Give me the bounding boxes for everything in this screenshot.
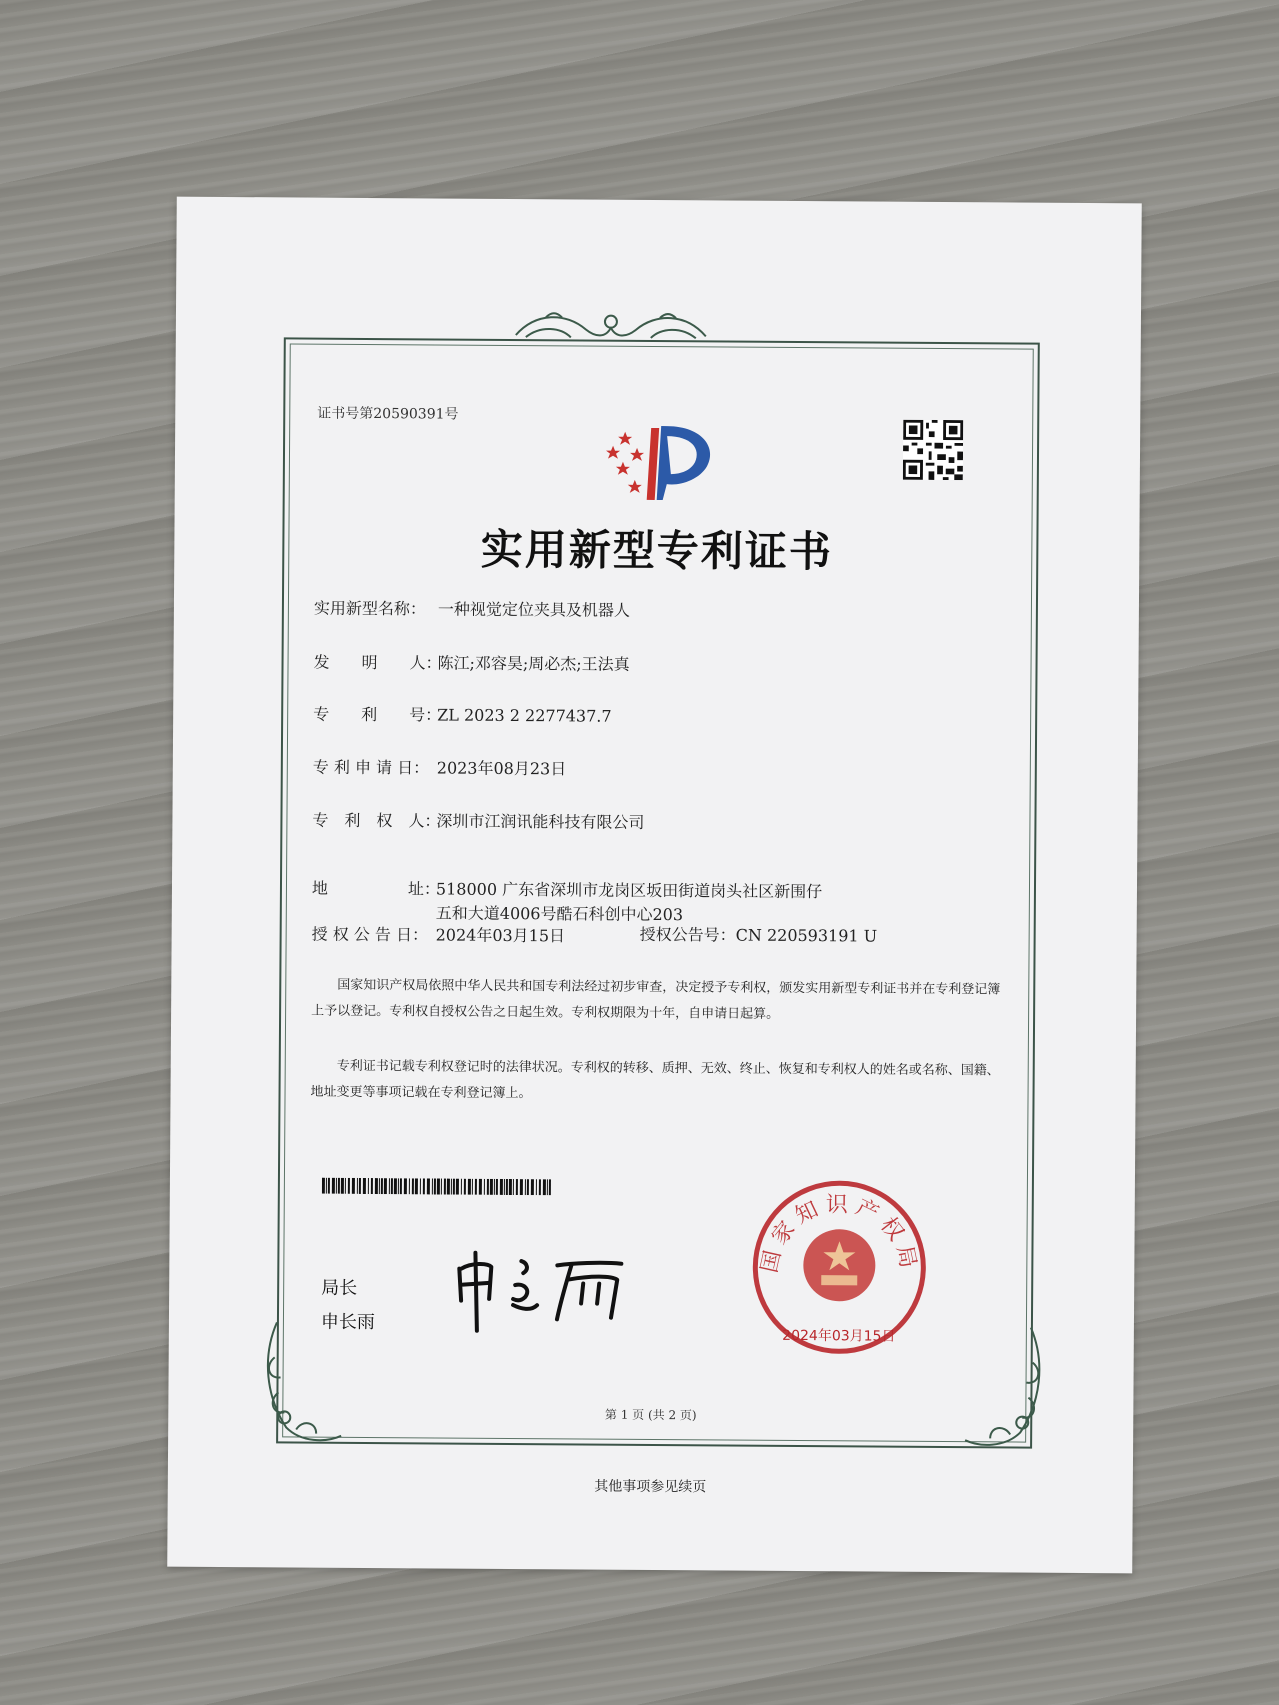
page-number: 第 1 页 (共 2 页) [604, 1407, 697, 1423]
certificate-number: 证书号第20590391号 [317, 405, 459, 423]
certificate-title: 实用新型专利证书 [480, 524, 834, 577]
qr-code-icon [903, 420, 963, 480]
cnipa-logo-icon [595, 408, 726, 504]
top-ornament [506, 307, 716, 348]
field-filing-date: 专 利 申 请 日： 2023年08月23日 [312, 757, 567, 779]
bottom-right-ornament [960, 1322, 1051, 1453]
director-name: 申长雨 [320, 1311, 376, 1334]
bottom-left-ornament [256, 1317, 347, 1448]
grant-statement-paragraph: 国家知识产权局依照中华人民共和国专利法经过初步审查，决定授予专利权，颁发实用新型专利证书并在专利登记簿上予以登记。专利权自授权公告之日起生效。专利权期限为十年，自申请日起算。 [311, 977, 1001, 1022]
field-inventors: 发 明 人：陈江;邓容昊;周必杰;王法真 [313, 652, 630, 674]
continued-note: 其他事项参见续页 [594, 1478, 707, 1496]
field-patent-number: 专 利 号：ZL 2023 2 2277437.7 [313, 704, 612, 726]
certificate-paper [167, 197, 1142, 1574]
seal-date: 2024年03月15日 [782, 1327, 896, 1345]
barcode-icon [322, 1178, 552, 1196]
director-title: 局长 [321, 1277, 358, 1299]
legal-status-paragraph: 专利证书记载专利权登记时的法律状况。专利权的转移、质押、无效、终止、恢复和专利权人的姓名或名称、国籍、地址变更等事项记载在专利登记簿上。 [310, 1058, 1000, 1102]
field-grant-date: 授 权 公 告 日： 2024年03月15日 [311, 924, 566, 946]
svg-text:国家知识产权局: 国家知识产权局 [757, 1192, 922, 1277]
field-utility-model-name: 实用新型名称： 一种视觉定位夹具及机器人 [313, 598, 630, 620]
field-address: 地 址：518000 广东省深圳市龙岗区坂田街道岗头社区新围仔 [311, 878, 823, 902]
director-signature [451, 1239, 632, 1336]
field-grant-publication-number: 授权公告号：CN 220593191 U [639, 924, 878, 946]
field-address-line2: 五和大道4006号酷石科创中心203 [435, 903, 684, 925]
field-patentee: 专 利 权 人：深圳市江润讯能科技有限公司 [312, 810, 645, 832]
